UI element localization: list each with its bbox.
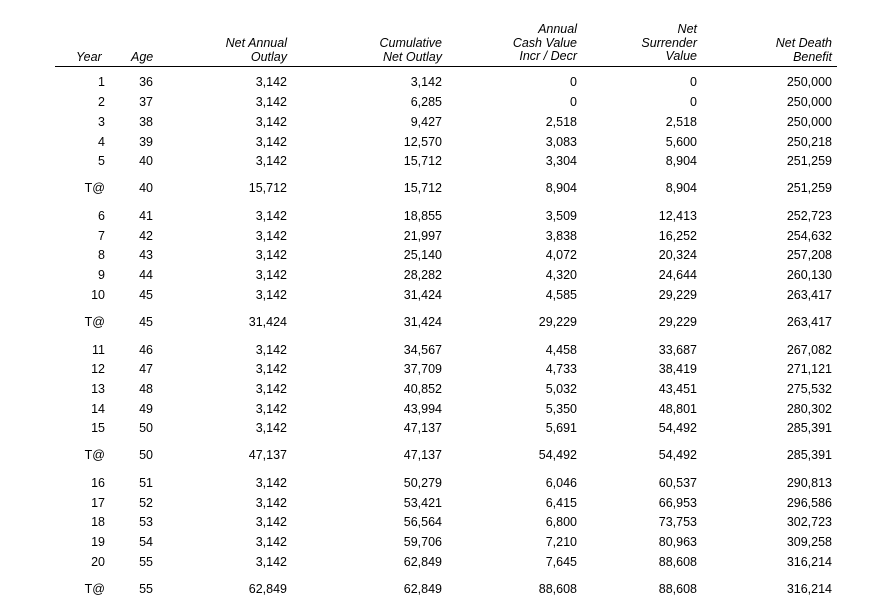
age-cell: 49 xyxy=(139,402,153,416)
cumulative-net-outlay-cell: 12,570 xyxy=(403,135,442,149)
net-annual-outlay-cell: 3,142 xyxy=(255,555,287,569)
age-cell: 40 xyxy=(139,154,153,168)
year-cell: 12 xyxy=(91,362,105,376)
age-cell: 42 xyxy=(139,229,153,243)
net-surrender-value-cell: 80,963 xyxy=(658,535,697,549)
year-cell: 8 xyxy=(98,248,105,262)
net-surrender-value-cell: 54,492 xyxy=(658,421,697,435)
header-net-surrender-value-line-2: Surrender xyxy=(641,35,697,50)
cumulative-net-outlay-cell: 15,712 xyxy=(403,154,442,168)
net-surrender-value-cell: 24,644 xyxy=(658,268,697,282)
net-annual-outlay-cell: 3,142 xyxy=(255,288,287,302)
cumulative-net-outlay-cell: 18,855 xyxy=(403,209,442,223)
age-cell: 46 xyxy=(139,343,153,357)
net-annual-outlay-cell: 31,424 xyxy=(248,315,287,329)
net-annual-outlay-cell: 3,142 xyxy=(255,229,287,243)
year-cell: 4 xyxy=(98,135,105,149)
net-annual-outlay-cell: 62,849 xyxy=(248,582,287,596)
annual-cash-value-cell: 29,229 xyxy=(538,315,577,329)
age-cell: 54 xyxy=(139,535,153,549)
total-row xyxy=(0,313,884,332)
net-annual-outlay-cell: 47,137 xyxy=(248,448,287,462)
net-surrender-value-cell: 54,492 xyxy=(658,448,697,462)
year-cell: 14 xyxy=(91,402,105,416)
net-surrender-value-cell: 12,413 xyxy=(658,209,697,223)
year-cell: 7 xyxy=(98,229,105,243)
net-death-benefit-cell: 254,632 xyxy=(786,229,832,243)
net-surrender-value-cell: 60,537 xyxy=(658,476,697,490)
annual-cash-value-cell: 4,733 xyxy=(545,362,577,376)
cumulative-net-outlay-cell: 56,564 xyxy=(403,515,442,529)
cumulative-net-outlay-cell: 43,994 xyxy=(403,402,442,416)
table-row xyxy=(0,360,884,379)
cumulative-net-outlay-cell: 15,712 xyxy=(403,181,442,195)
table-row xyxy=(0,246,884,265)
annual-cash-value-cell: 4,072 xyxy=(545,248,577,262)
annual-cash-value-cell: 7,645 xyxy=(545,555,577,569)
net-surrender-value-cell: 66,953 xyxy=(658,496,697,510)
net-annual-outlay-cell: 3,142 xyxy=(255,421,287,435)
table-row xyxy=(0,419,884,438)
cumulative-net-outlay-cell: 21,997 xyxy=(403,229,442,243)
header-annual-cash-value-line-2: Cash Value xyxy=(512,35,577,50)
annual-cash-value-cell: 4,458 xyxy=(545,343,577,357)
year-cell: 18 xyxy=(91,515,105,529)
net-death-benefit-cell: 263,417 xyxy=(786,288,832,302)
year-cell: 20 xyxy=(91,555,105,569)
age-cell: 41 xyxy=(139,209,153,223)
header-net-annual-outlay-line-2: Outlay xyxy=(250,49,287,64)
cumulative-net-outlay-cell: 59,706 xyxy=(403,535,442,549)
annual-cash-value-cell: 0 xyxy=(570,75,577,89)
net-surrender-value-cell: 8,904 xyxy=(665,181,697,195)
year-cell: 9 xyxy=(98,268,105,282)
cumulative-net-outlay-cell: 3,142 xyxy=(410,75,442,89)
cumulative-net-outlay-cell: 47,137 xyxy=(403,421,442,435)
annual-cash-value-cell: 6,415 xyxy=(545,496,577,510)
net-surrender-value-cell: 43,451 xyxy=(658,382,697,396)
net-surrender-value-cell: 5,600 xyxy=(665,135,697,149)
net-surrender-value-cell: 29,229 xyxy=(658,315,697,329)
cumulative-net-outlay-cell: 62,849 xyxy=(403,555,442,569)
header-annual-cash-value-line-1: Annual xyxy=(538,22,577,36)
header-net-death-benefit xyxy=(776,37,832,64)
age-cell: 51 xyxy=(139,476,153,490)
net-annual-outlay-cell: 15,712 xyxy=(248,181,287,195)
header-annual-cash-value xyxy=(513,23,577,64)
cumulative-net-outlay-cell: 40,852 xyxy=(403,382,442,396)
header-age xyxy=(131,51,153,65)
header-rule xyxy=(55,66,837,67)
year-cell: 5 xyxy=(98,154,105,168)
annual-cash-value-cell: 88,608 xyxy=(538,582,577,596)
age-cell: 45 xyxy=(139,315,153,329)
year-cell: 19 xyxy=(91,535,105,549)
year-cell: 1 xyxy=(98,75,105,89)
header-year xyxy=(76,51,102,65)
net-annual-outlay-cell: 3,142 xyxy=(255,268,287,282)
net-annual-outlay-cell: 3,142 xyxy=(255,209,287,223)
net-death-benefit-cell: 250,218 xyxy=(786,135,832,149)
annual-cash-value-cell: 4,320 xyxy=(545,268,577,282)
header-year-line-1: Year xyxy=(76,50,102,64)
cumulative-net-outlay-cell: 50,279 xyxy=(403,476,442,490)
year-cell: 10 xyxy=(91,288,105,302)
net-annual-outlay-cell: 3,142 xyxy=(255,362,287,376)
header-cumulative-net-outlay-line-1: Cumulative xyxy=(379,36,442,50)
net-surrender-value-cell: 48,801 xyxy=(658,402,697,416)
table-row xyxy=(0,207,884,226)
cumulative-net-outlay-cell: 62,849 xyxy=(403,582,442,596)
header-net-surrender-value-line-1: Net xyxy=(677,22,697,36)
net-death-benefit-cell: 316,214 xyxy=(786,582,832,596)
net-annual-outlay-cell: 3,142 xyxy=(255,248,287,262)
table-row xyxy=(0,286,884,305)
net-surrender-value-cell: 29,229 xyxy=(658,288,697,302)
cumulative-net-outlay-cell: 31,424 xyxy=(403,288,442,302)
cumulative-net-outlay-cell: 34,567 xyxy=(403,343,442,357)
table-row xyxy=(0,227,884,246)
table-row xyxy=(0,266,884,285)
table-row xyxy=(0,533,884,552)
age-cell: 40 xyxy=(139,181,153,195)
net-surrender-value-cell: 0 xyxy=(690,95,697,109)
table-row xyxy=(0,400,884,419)
annual-cash-value-cell: 6,800 xyxy=(545,515,577,529)
net-annual-outlay-cell: 3,142 xyxy=(255,496,287,510)
net-annual-outlay-cell: 3,142 xyxy=(255,75,287,89)
year-cell: 15 xyxy=(91,421,105,435)
age-cell: 44 xyxy=(139,268,153,282)
age-cell: 47 xyxy=(139,362,153,376)
total-row xyxy=(0,580,884,599)
annual-cash-value-cell: 3,304 xyxy=(545,154,577,168)
table-row xyxy=(0,113,884,132)
cumulative-net-outlay-cell: 37,709 xyxy=(403,362,442,376)
net-surrender-value-cell: 8,904 xyxy=(665,154,697,168)
table-row xyxy=(0,133,884,152)
age-cell: 55 xyxy=(139,555,153,569)
net-annual-outlay-cell: 3,142 xyxy=(255,402,287,416)
year-cell: 16 xyxy=(91,476,105,490)
net-death-benefit-cell: 263,417 xyxy=(786,315,832,329)
cumulative-net-outlay-cell: 9,427 xyxy=(410,115,442,129)
age-cell: 55 xyxy=(139,582,153,596)
table-row xyxy=(0,152,884,171)
header-annual-cash-value-line-3: Incr / Decr xyxy=(519,49,577,63)
total-row xyxy=(0,179,884,198)
net-surrender-value-cell: 20,324 xyxy=(658,248,697,262)
net-death-benefit-cell: 290,813 xyxy=(786,476,832,490)
net-death-benefit-cell: 267,082 xyxy=(786,343,832,357)
table-row xyxy=(0,513,884,532)
header-net-death-benefit-line-2: Benefit xyxy=(793,49,832,64)
header-net-annual-outlay xyxy=(226,37,287,64)
net-annual-outlay-cell: 3,142 xyxy=(255,95,287,109)
year-cell: T@ xyxy=(84,181,105,195)
header-net-surrender-value xyxy=(641,23,697,64)
age-cell: 48 xyxy=(139,382,153,396)
year-cell: 2 xyxy=(98,95,105,109)
year-cell: 6 xyxy=(98,209,105,223)
net-death-benefit-cell: 251,259 xyxy=(786,181,832,195)
net-surrender-value-cell: 33,687 xyxy=(658,343,697,357)
annual-cash-value-cell: 54,492 xyxy=(538,448,577,462)
cumulative-net-outlay-cell: 6,285 xyxy=(410,95,442,109)
net-surrender-value-cell: 2,518 xyxy=(665,115,697,129)
net-death-benefit-cell: 250,000 xyxy=(786,75,832,89)
table-row xyxy=(0,474,884,493)
age-cell: 45 xyxy=(139,288,153,302)
net-death-benefit-cell: 275,532 xyxy=(786,382,832,396)
net-death-benefit-cell: 316,214 xyxy=(786,555,832,569)
net-surrender-value-cell: 16,252 xyxy=(658,229,697,243)
table-row xyxy=(0,341,884,360)
header-cumulative-net-outlay-line-2: Net Outlay xyxy=(382,49,442,64)
net-death-benefit-cell: 260,130 xyxy=(786,268,832,282)
table-row xyxy=(0,553,884,572)
annual-cash-value-cell: 8,904 xyxy=(545,181,577,195)
net-annual-outlay-cell: 3,142 xyxy=(255,515,287,529)
net-surrender-value-cell: 0 xyxy=(690,75,697,89)
table-row xyxy=(0,380,884,399)
net-death-benefit-cell: 280,302 xyxy=(786,402,832,416)
net-surrender-value-cell: 38,419 xyxy=(658,362,697,376)
annual-cash-value-cell: 3,838 xyxy=(545,229,577,243)
age-cell: 39 xyxy=(139,135,153,149)
age-cell: 36 xyxy=(139,75,153,89)
cumulative-net-outlay-cell: 47,137 xyxy=(403,448,442,462)
year-cell: 3 xyxy=(98,115,105,129)
net-surrender-value-cell: 88,608 xyxy=(658,555,697,569)
age-cell: 52 xyxy=(139,496,153,510)
annual-cash-value-cell: 3,083 xyxy=(545,135,577,149)
net-death-benefit-cell: 250,000 xyxy=(786,115,832,129)
table-row xyxy=(0,93,884,112)
table-row xyxy=(0,494,884,513)
annual-cash-value-cell: 4,585 xyxy=(545,288,577,302)
net-surrender-value-cell: 88,608 xyxy=(658,582,697,596)
header-net-annual-outlay-line-1: Net Annual xyxy=(225,36,287,50)
annual-cash-value-cell: 7,210 xyxy=(545,535,577,549)
age-cell: 50 xyxy=(139,448,153,462)
header-age-line-1: Age xyxy=(131,50,154,64)
net-surrender-value-cell: 73,753 xyxy=(658,515,697,529)
net-annual-outlay-cell: 3,142 xyxy=(255,343,287,357)
annual-cash-value-cell: 6,046 xyxy=(545,476,577,490)
net-annual-outlay-cell: 3,142 xyxy=(255,154,287,168)
year-cell: T@ xyxy=(84,582,105,596)
net-death-benefit-cell: 285,391 xyxy=(786,448,832,462)
age-cell: 37 xyxy=(139,95,153,109)
net-death-benefit-cell: 250,000 xyxy=(786,95,832,109)
annual-cash-value-cell: 5,691 xyxy=(545,421,577,435)
cumulative-net-outlay-cell: 25,140 xyxy=(403,248,442,262)
year-cell: 17 xyxy=(91,496,105,510)
year-cell: T@ xyxy=(84,315,105,329)
net-annual-outlay-cell: 3,142 xyxy=(255,115,287,129)
header-net-surrender-value-line-3: Value xyxy=(665,49,697,63)
annual-cash-value-cell: 3,509 xyxy=(545,209,577,223)
net-annual-outlay-cell: 3,142 xyxy=(255,476,287,490)
cumulative-net-outlay-cell: 53,421 xyxy=(403,496,442,510)
age-cell: 43 xyxy=(139,248,153,262)
cumulative-net-outlay-cell: 28,282 xyxy=(403,268,442,282)
net-death-benefit-cell: 252,723 xyxy=(786,209,832,223)
net-death-benefit-cell: 296,586 xyxy=(786,496,832,510)
net-annual-outlay-cell: 3,142 xyxy=(255,135,287,149)
year-cell: T@ xyxy=(84,448,105,462)
header-net-death-benefit-line-1: Net Death xyxy=(775,36,832,50)
annual-cash-value-cell: 0 xyxy=(570,95,577,109)
age-cell: 38 xyxy=(139,115,153,129)
net-death-benefit-cell: 309,258 xyxy=(786,535,832,549)
net-annual-outlay-cell: 3,142 xyxy=(255,535,287,549)
net-death-benefit-cell: 251,259 xyxy=(786,154,832,168)
net-death-benefit-cell: 285,391 xyxy=(786,421,832,435)
net-death-benefit-cell: 271,121 xyxy=(786,362,832,376)
header-cumulative-net-outlay xyxy=(379,37,442,64)
table-row xyxy=(0,73,884,92)
age-cell: 53 xyxy=(139,515,153,529)
total-row xyxy=(0,446,884,465)
age-cell: 50 xyxy=(139,421,153,435)
year-cell: 13 xyxy=(91,382,105,396)
net-death-benefit-cell: 257,208 xyxy=(786,248,832,262)
net-death-benefit-cell: 302,723 xyxy=(786,515,832,529)
cumulative-net-outlay-cell: 31,424 xyxy=(403,315,442,329)
year-cell: 11 xyxy=(92,343,105,357)
annual-cash-value-cell: 2,518 xyxy=(545,115,577,129)
annual-cash-value-cell: 5,032 xyxy=(545,382,577,396)
annual-cash-value-cell: 5,350 xyxy=(545,402,577,416)
net-annual-outlay-cell: 3,142 xyxy=(255,382,287,396)
